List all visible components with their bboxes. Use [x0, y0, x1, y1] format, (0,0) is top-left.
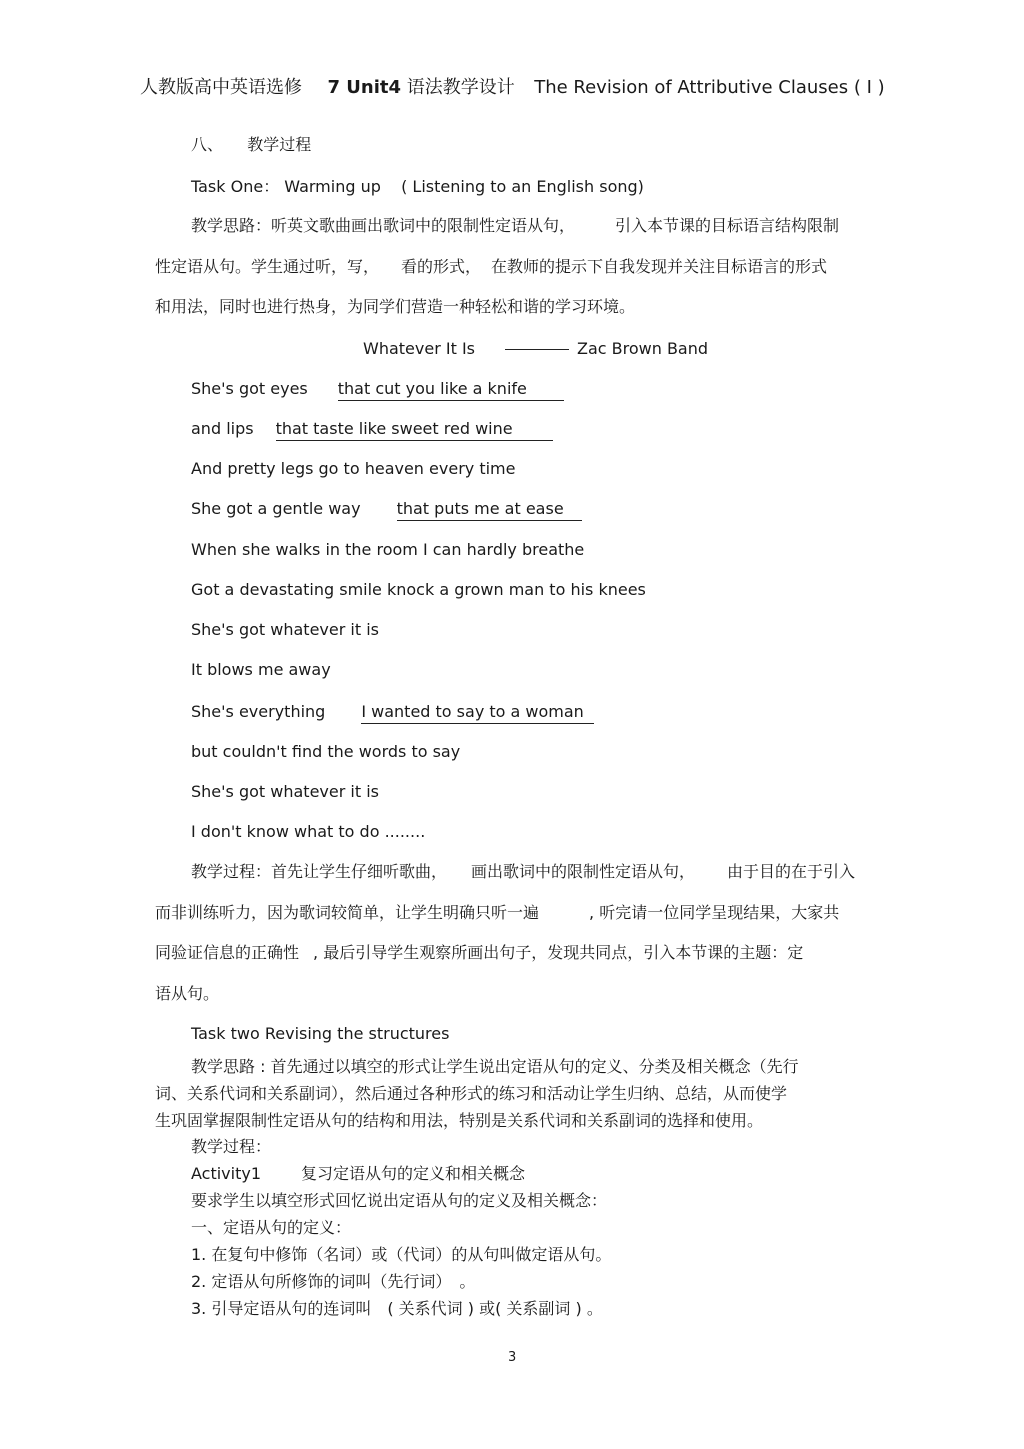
song-title-line	[363, 339, 708, 359]
task-two-process-label: 教学过程：	[191, 1137, 272, 1156]
idea-text: 看的形式，	[401, 257, 482, 276]
task-two-idea-line1: 教学思路 : 首先通过以填空的形式让学生说出定语从句的定义、分类及相关概念（先行	[191, 1057, 799, 1076]
lyric-line: It blows me away	[191, 660, 331, 679]
task-one-title: Task One： Warming up	[191, 177, 381, 196]
page-title	[140, 78, 885, 98]
lyric-line: She's got whatever it is	[191, 620, 379, 639]
lyric-clause: that cut you like a knife	[338, 379, 564, 401]
task-one-idea-line1	[191, 216, 839, 236]
task-one-idea-line2	[155, 257, 827, 277]
title-unit: 7 Unit4	[327, 77, 401, 98]
process-text: 由于目的在于引入	[727, 862, 856, 881]
song-artist: Zac Brown Band	[577, 339, 709, 358]
page-number: 3	[508, 1350, 517, 1365]
idea-text: 引入本节课的目标语言结构限制	[615, 216, 840, 235]
process-line4: 语从句。	[155, 984, 220, 1003]
title-mid: 语法教学设计	[406, 77, 515, 98]
definition-item: 2. 定语从句所修饰的词叫（先行词） 。	[191, 1272, 476, 1291]
process-line3	[155, 943, 803, 963]
lyric-line: She's got whatever it is	[191, 782, 379, 801]
process-line1	[191, 862, 855, 882]
task-two-heading: Task two Revising the structures	[191, 1024, 450, 1043]
idea-text: 听英文歌曲画出歌词中的限制性定语从句，	[271, 216, 576, 235]
activity-label: Activity1	[191, 1164, 262, 1183]
lyric-line: Got a devastating smile knock a grown man to his knees	[191, 580, 646, 599]
idea-text: 在教师的提示下自我发现并关注目标语言的形式	[491, 257, 828, 276]
lyric-line	[191, 499, 582, 521]
activity-heading	[191, 1164, 525, 1184]
lyric-line	[191, 379, 564, 401]
process-text: 同验证信息的正确性	[155, 943, 300, 962]
task-one-heading	[191, 177, 644, 197]
task-two-idea-line3: 生巩固掌握限制性定语从句的结构和用法，特别是关系代词和关系副词的选择和使用。	[155, 1111, 764, 1130]
lyric-clause: that taste like sweet red wine	[276, 419, 553, 441]
lyric-clause: that puts me at ease	[397, 499, 582, 521]
idea-label: 教学思路：	[191, 216, 272, 235]
task-two-idea-line2: 词、关系代词和关系副词），然后通过各种形式的练习和活动让学生归纳、总结，从而使学	[155, 1084, 788, 1103]
lyric-clause: I wanted to say to a woman	[361, 702, 594, 724]
lyric-text: and lips	[191, 419, 254, 438]
idea-text: 性定语从句。学生通过听，写，	[155, 257, 380, 276]
definition-item: 1. 在复句中修饰（名词）或（代词）的从句叫做定语从句。	[191, 1245, 612, 1264]
section-number: 八、	[191, 135, 224, 154]
definition-item: 3. 引导定语从句的连词叫 ( 关系代词 ) 或( 关系副词 ) 。	[191, 1299, 603, 1318]
lyric-text: She got a gentle way	[191, 499, 361, 518]
process-text: 而非训练听力，因为歌词较简单，让学生明确只听一遍	[155, 903, 540, 922]
process-line2	[155, 903, 839, 923]
process-text: , 最后引导学生观察所画出句子，发现共同点，引入本节课的主题：定	[313, 943, 804, 962]
process-text: 首先让学生仔细听歌曲，	[271, 862, 448, 881]
activity-title: 复习定语从句的定义和相关概念	[301, 1164, 526, 1183]
song-title: Whatever It Is	[363, 339, 475, 358]
lyric-text: She's everything	[191, 702, 326, 721]
lyric-line	[191, 702, 594, 724]
lyric-text: She's got eyes	[191, 379, 308, 398]
process-text: , 听完请一位同学呈现结果，大家共	[589, 903, 840, 922]
lyric-line: And pretty legs go to heaven every time	[191, 459, 516, 478]
task-one-idea-line3: 和用法，同时也进行热身，为同学们营造一种轻松和谐的学习环境。	[155, 297, 636, 316]
lyric-line	[191, 419, 553, 441]
section-title: 教学过程	[247, 135, 312, 154]
section-heading	[191, 135, 311, 155]
process-text: 画出歌词中的限制性定语从句，	[471, 862, 696, 881]
definition-heading: 一、定语从句的定义：	[191, 1218, 352, 1237]
dash-divider	[505, 349, 569, 350]
lyric-line: but couldn't find the words to say	[191, 742, 461, 761]
requirement-text: 要求学生以填空形式回忆说出定语从句的定义及相关概念：	[191, 1191, 608, 1210]
lyric-line: When she walks in the room I can hardly breathe	[191, 540, 585, 559]
title-prefix: 人教版高中英语选修	[140, 77, 302, 98]
title-english: The Revision of Attributive Clauses ( I )	[534, 77, 885, 98]
task-one-subtitle: ( Listening to an English song)	[401, 177, 644, 196]
process-label: 教学过程：	[191, 862, 272, 881]
lyric-line: I don't know what to do ........	[191, 822, 426, 841]
